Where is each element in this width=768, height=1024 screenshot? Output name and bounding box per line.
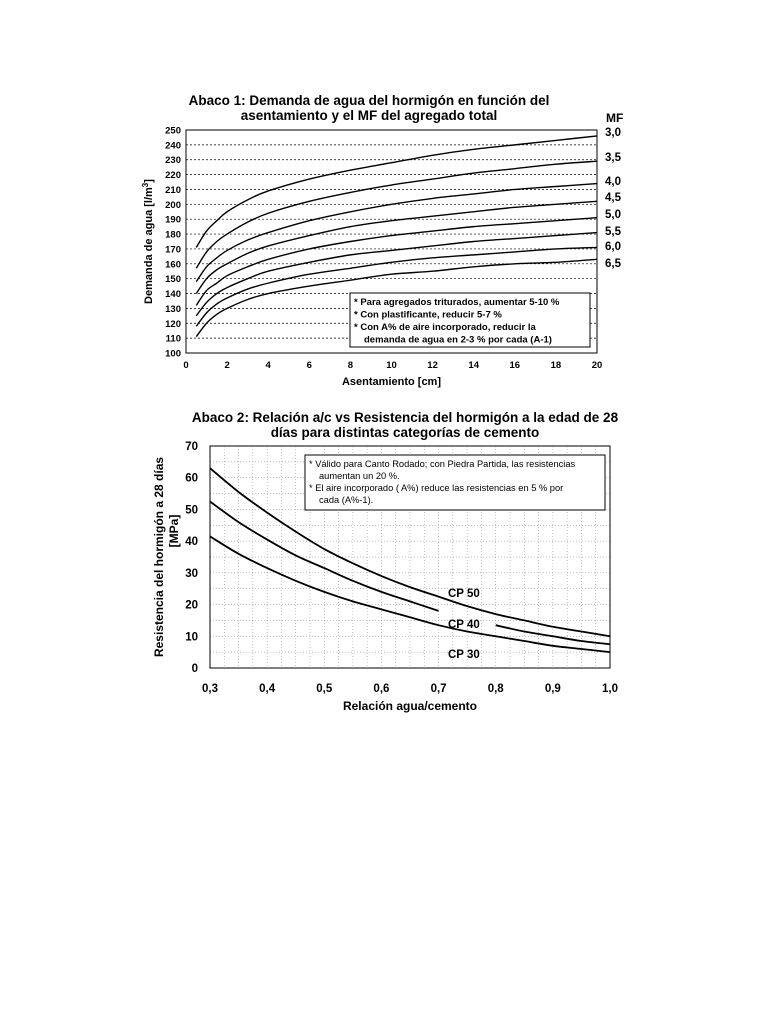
chart-1-note: * Con A% de aire incorporado, reducir la: [354, 322, 536, 333]
chart-1-series-line: [196, 184, 597, 282]
chart-1-y-axis-label: Demanda de agua $[l/m^3]$: [141, 179, 155, 304]
chart-1-x-tick-label: 10: [386, 360, 397, 371]
chart-2-series-label: CP 50: [448, 588, 480, 600]
chart-1-series-line: [196, 201, 597, 293]
chart-2-y-tick-label: 30: [185, 567, 198, 580]
abaco-2-chart: [0, 400, 768, 730]
chart-1-y-tick-label: 170: [165, 244, 181, 256]
chart-1-series-label: 6,5: [605, 258, 621, 270]
chart-1-y-tick-label: 180: [165, 229, 181, 241]
chart-1-title-line-2: asentamiento y el MF del agregado total: [240, 108, 498, 123]
chart-1-y-tick-label: 190: [165, 214, 181, 226]
chart-1-series-line: [196, 136, 597, 248]
chart-2-x-axis-label: Relación agua/cemento: [342, 699, 478, 713]
chart-1-legend-title: MF: [606, 111, 624, 125]
chart-1-series-label: 5,0: [605, 209, 621, 221]
chart-1-series-label: 3,5: [605, 152, 621, 164]
chart-2-x-tick-label: 0,3: [202, 683, 218, 695]
chart-1-y-tick-label: 230: [165, 155, 181, 167]
chart-1-y-tick-label: 120: [165, 318, 181, 330]
chart-2-series-label: CP 40: [448, 619, 480, 631]
chart-1-y-tick-label: 130: [165, 303, 181, 315]
chart-1-x-tick-label: 14: [468, 360, 479, 371]
chart-1-y-tick-label: 140: [165, 289, 181, 301]
chart-2-y-tick-label: 10: [185, 631, 198, 644]
chart-1-x-tick-label: 2: [224, 360, 230, 371]
chart-1-series-line: [196, 161, 597, 268]
chart-2-y-tick-label: 0: [191, 663, 198, 675]
chart-1-y-tick-label: 160: [165, 259, 181, 271]
chart-1-x-tick-label: 4: [265, 360, 271, 371]
chart-1-y-tick-label: 100: [165, 348, 181, 360]
chart-1-note: demanda de agua en 2-3 % por cada (A-1): [364, 334, 552, 346]
chart-2-note: * Válido para Canto Rodado; con Piedra Partida, las resistencias: [309, 459, 576, 469]
chart-2-x-tick-label: 0,7: [430, 683, 447, 695]
chart-2-y-tick-label: 50: [185, 504, 198, 517]
chart-1-x-axis-label: Asentamiento [cm]: [341, 376, 442, 388]
chart-1-x-tick-label: 16: [509, 360, 521, 371]
chart-2-title-line-2: días para distintas categorías de cemento: [270, 425, 540, 440]
chart-2-title-line-1: Abaco 2: Relación a/c vs Resistencia del hormigón a la edad de 28: [191, 410, 619, 425]
chart-1-title-line-1: Abaco 1: Demanda de agua del hormigón en función del: [188, 93, 550, 108]
chart-2-y-tick-label: 40: [185, 536, 198, 549]
chart-2-series-line: [210, 536, 610, 652]
chart-1-series-label: 5,5: [605, 226, 621, 238]
chart-2-x-tick-label: 0,9: [544, 683, 561, 695]
chart-1-notes-box: [350, 293, 590, 347]
chart-1-x-tick-label: 20: [591, 360, 603, 371]
chart-1-series-label: 4,5: [605, 192, 621, 204]
chart-1-note: * Con plastificante, reducir 5-7 %: [354, 309, 502, 321]
chart-1-y-tick-label: 250: [165, 125, 181, 137]
chart-2-x-tick-label: 0,8: [487, 683, 504, 695]
chart-2-x-tick-label: 1,0: [602, 683, 618, 695]
chart-2-x-tick-label: 0,4: [259, 683, 276, 695]
chart-2-notes-box: [305, 455, 605, 510]
chart-2-note: * El aire incorporado ( A%) reduce las resistencias en 5 % por: [309, 483, 564, 493]
abaco-1-chart: [0, 80, 768, 400]
chart-1-x-tick-label: 18: [550, 360, 562, 371]
chart-1-y-tick-label: 240: [165, 140, 181, 152]
chart-2-note: cada (A%-1).: [319, 495, 374, 505]
chart-1-series-label: 4,0: [605, 176, 621, 188]
chart-2-y-axis-label-line-1: Resistencia del hormigón a 28 días: [152, 456, 166, 658]
chart-1-x-tick-label: 0: [183, 360, 189, 371]
chart-2-note: aumentan un 20 %.: [319, 471, 400, 481]
chart-1-y-tick-label: 210: [165, 184, 181, 196]
chart-2-y-axis-label-line-2: [MPa]: [167, 514, 181, 548]
chart-2-x-tick-label: 0,6: [373, 683, 390, 695]
chart-1-series-label: 6,0: [605, 241, 621, 253]
chart-2-y-tick-label: 20: [185, 599, 198, 612]
chart-2-series-label: CP 30: [448, 649, 480, 661]
chart-1-y-tick-label: 200: [165, 199, 181, 211]
chart-1-y-tick-label: 220: [165, 170, 181, 182]
chart-1-y-tick-label: 110: [165, 333, 181, 345]
chart-1-x-tick-label: 8: [347, 360, 354, 371]
chart-2-y-tick-label: 60: [185, 472, 198, 485]
chart-2-y-tick-label: 70: [185, 441, 198, 453]
chart-1-x-tick-label: 6: [306, 360, 312, 371]
chart-2-x-tick-label: 0,5: [316, 683, 333, 695]
chart-1-series-label: 3,0: [605, 127, 621, 139]
chart-1-y-tick-label: 150: [165, 274, 181, 286]
chart-1-note: * Para agregados triturados, aumentar 5-10 %: [354, 297, 560, 308]
chart-1-x-tick-label: 12: [427, 360, 438, 371]
